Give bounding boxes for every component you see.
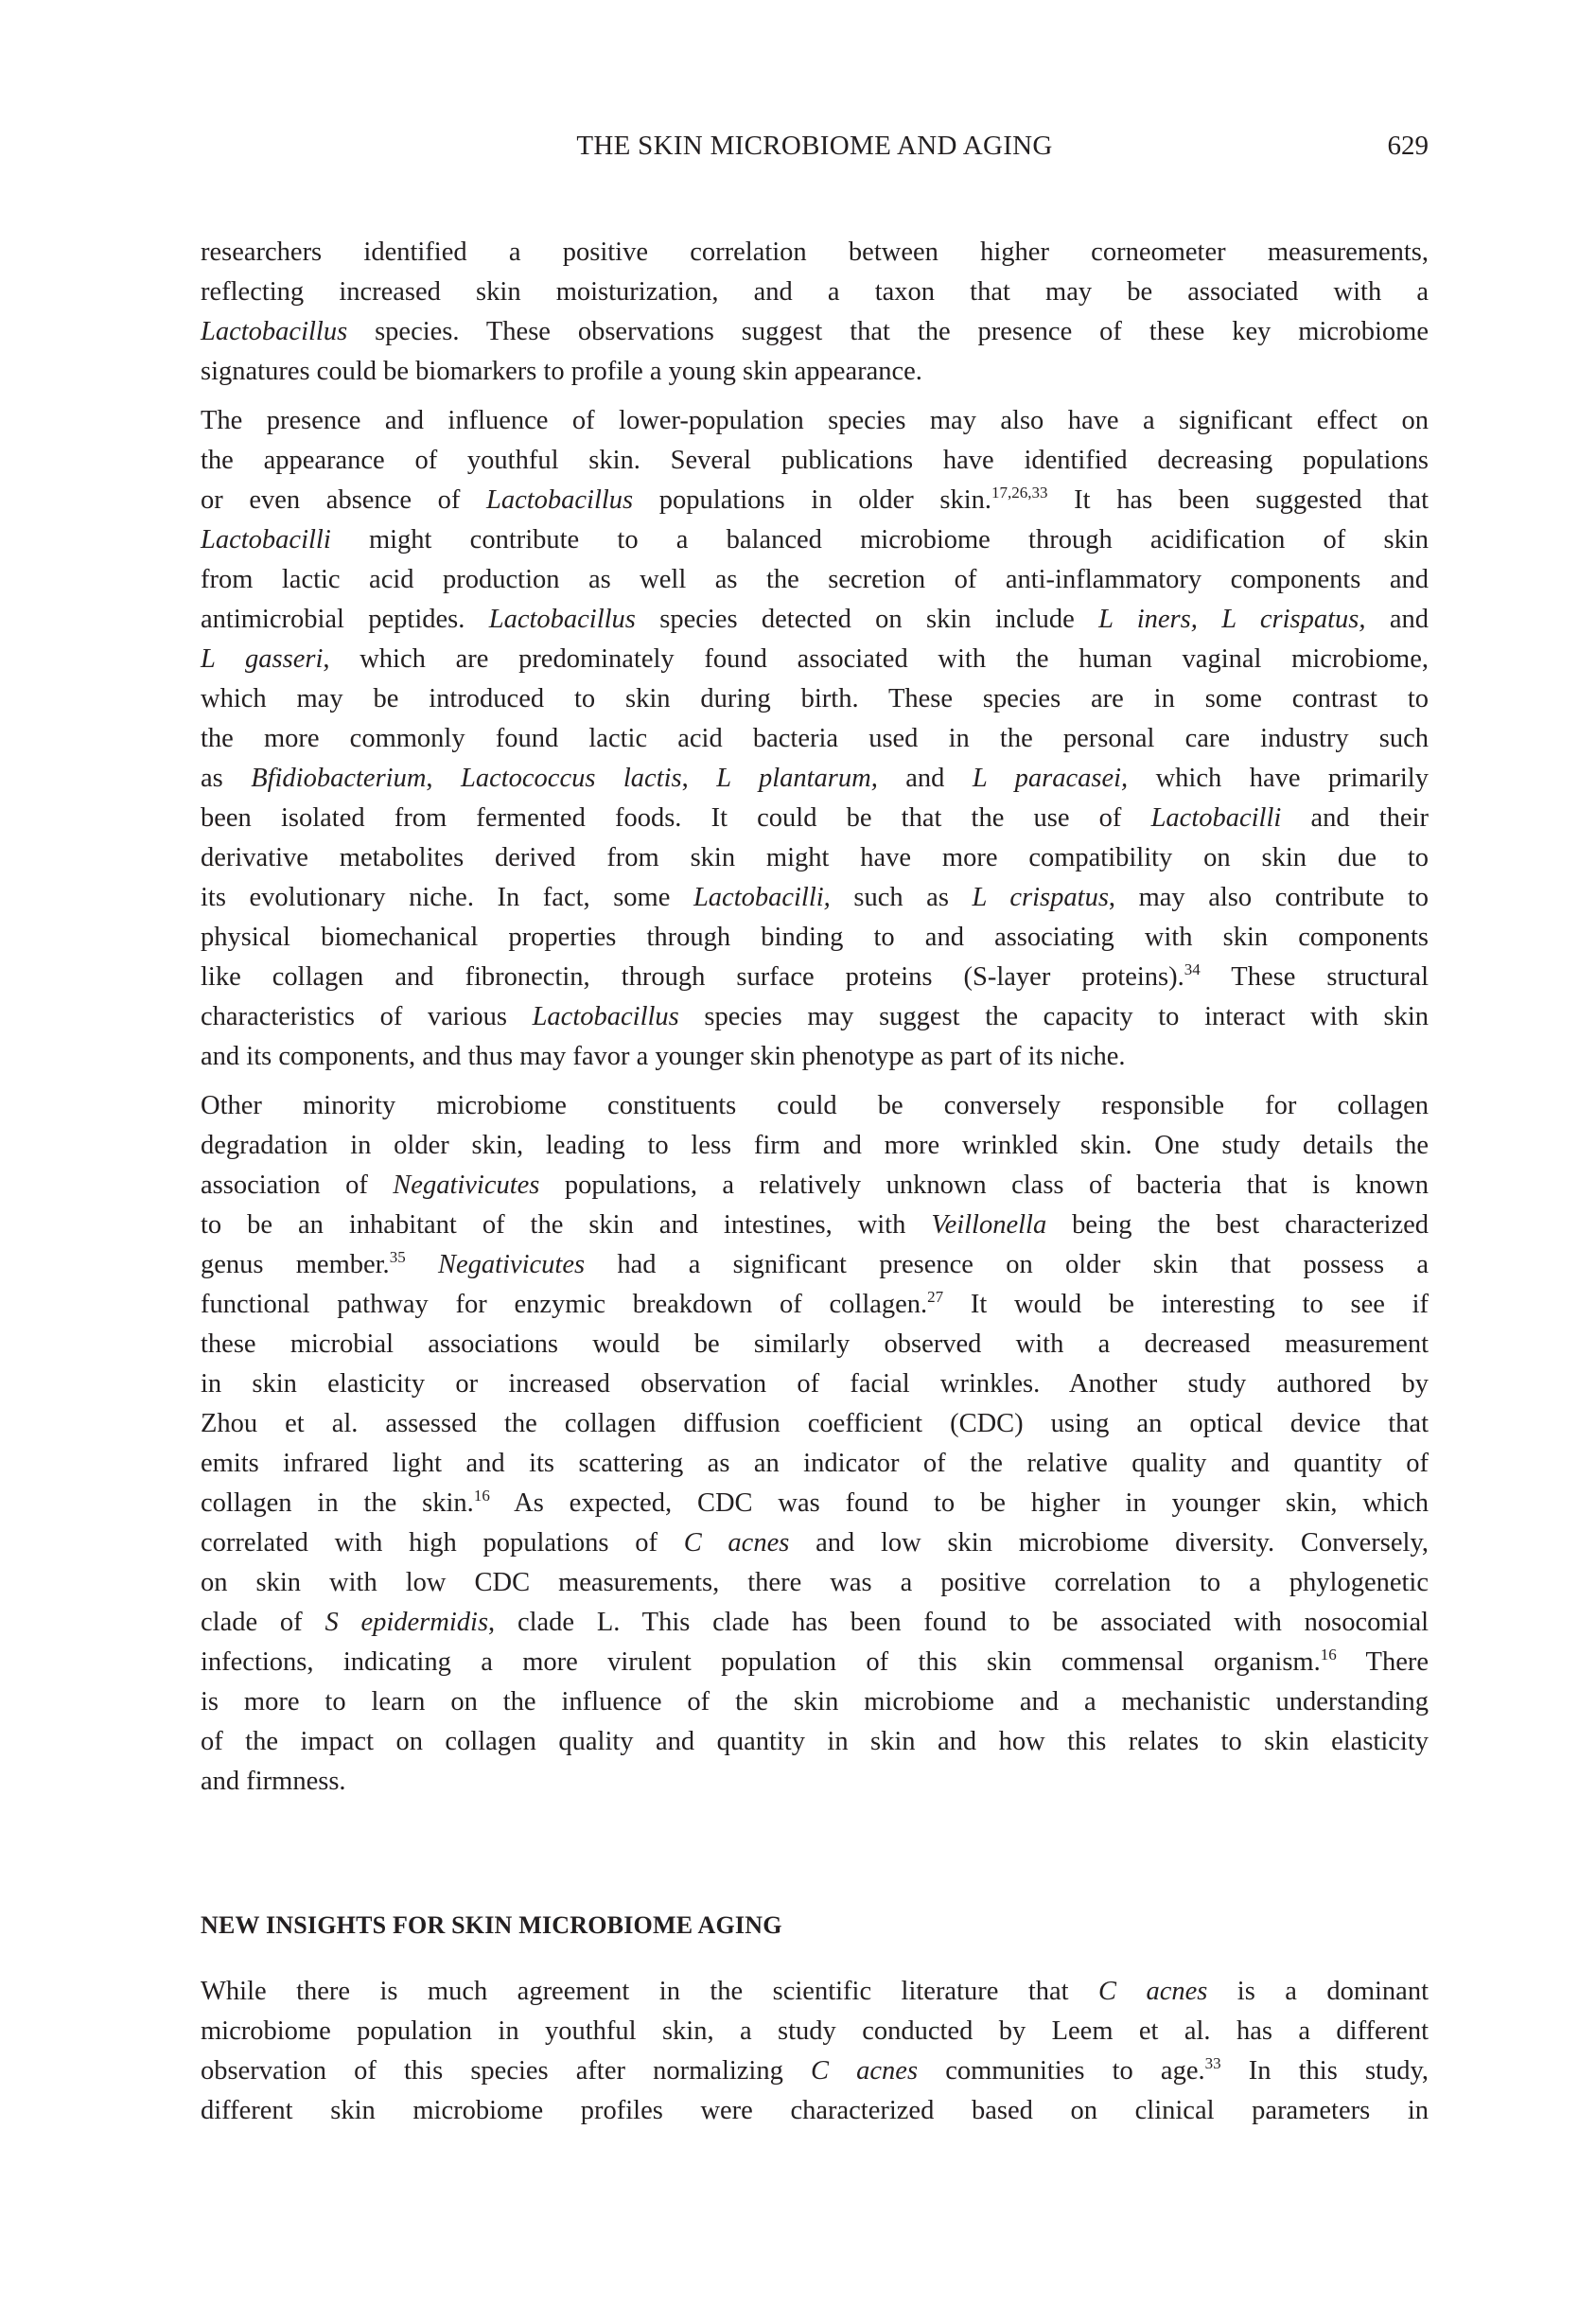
text-line <box>201 640 1429 679</box>
text-line <box>201 838 1429 878</box>
text-line-content: The presence and influence of lower-population species may also have a significant effect on <box>201 406 1429 435</box>
text-line <box>201 1037 1429 1077</box>
text-line <box>201 1762 1429 1802</box>
text-line <box>201 1325 1429 1364</box>
paragraph-1 <box>201 233 1429 392</box>
text-line <box>201 1086 1429 1126</box>
text-line-content: genus member.$^{35}$ Negativicutes had a significant presence on older skin that possess a <box>201 1248 1429 1279</box>
italic-term: L paracasei, <box>972 764 1129 793</box>
text-line <box>201 1972 1429 2012</box>
text-line <box>201 997 1429 1037</box>
italic-term: Lactobacillus <box>201 317 348 346</box>
citation-superscript: 17,26,33 <box>991 484 1048 502</box>
citation-superscript: 35 <box>389 1248 406 1266</box>
paragraph-3 <box>201 1086 1429 1802</box>
italic-term: Lactobacillus <box>532 1002 679 1031</box>
text-line-content: of the impact on collagen quality and quantity in skin and how this relates to skin elasticity <box>201 1727 1429 1756</box>
text-line-content: infections, indicating a more virulent population of this skin commensal organism.$^{16}$ There <box>201 1646 1429 1677</box>
text-line-content: physical biomechanical properties through binding to and associating with skin components <box>201 923 1429 952</box>
text-line <box>201 958 1429 997</box>
text-line <box>201 1285 1429 1325</box>
text-line-content: L gasseri, which are predominately found associated with the human vaginal microbiome, <box>201 644 1429 674</box>
text-line-content: collagen in the skin.$^{16}$ As expected, CDC was found to be higher in younger skin, which <box>201 1487 1429 1518</box>
italic-term: C acnes <box>811 2056 919 2086</box>
italic-term: Bfidiobacterium <box>251 764 427 793</box>
text-line <box>201 1245 1429 1285</box>
citation-superscript: 34 <box>1184 960 1201 978</box>
section-heading: NEW INSIGHTS FOR SKIN MICROBIOME AGING <box>201 1911 782 1939</box>
text-line-content: researchers identified a positive correlation between higher corneometer measurements, <box>201 238 1429 267</box>
text-line-content: Zhou et al. assessed the collagen diffusion coefficient (CDC) using an optical device that <box>201 1409 1429 1438</box>
text-line-content: or even absence of Lactobacillus populations in older skin.$^{17,26,33}$ It has been suggested that <box>201 484 1429 515</box>
text-line-content: in skin elasticity or increased observation of facial wrinkles. Another study authored by <box>201 1369 1429 1399</box>
text-line-content: been isolated from fermented foods. It could be that the use of Lactobacilli and their <box>201 803 1429 833</box>
paragraph-2 <box>201 401 1429 1077</box>
italic-term: Lactobacillus <box>485 485 634 515</box>
text-line-content: While there is much agreement in the scientific literature that C acnes is a dominant <box>201 1977 1429 2006</box>
italic-term: Lactobacillus <box>488 605 636 634</box>
text-line <box>201 878 1429 918</box>
running-header <box>201 131 1429 172</box>
italic-term: Negativicutes <box>437 1250 586 1279</box>
text-line-content: like collagen and fibronectin, through surface proteins (S-layer proteins).$^{34}$ These structural <box>201 960 1429 992</box>
paragraph-4 <box>201 1972 1429 2131</box>
text-line <box>201 1682 1429 1722</box>
italic-term: L plantarum, <box>716 764 878 793</box>
italic-term: L gasseri <box>201 644 324 674</box>
text-line <box>201 520 1429 560</box>
italic-term: C acnes <box>1098 1977 1208 2006</box>
text-line <box>201 401 1429 441</box>
text-line <box>201 560 1429 600</box>
italic-term: L crispatus <box>972 883 1109 912</box>
italic-term: Lactobacilli <box>201 525 331 554</box>
text-line <box>201 918 1429 958</box>
text-line <box>201 273 1429 312</box>
text-line-content: functional pathway for enzymic breakdown of collagen.$^{27}$ It would be interesting to see if <box>201 1288 1429 1319</box>
text-line-content: signatures could be biomarkers to profile a young skin appearance. <box>201 357 922 386</box>
text-line-content: these microbial associations would be similarly observed with a decreased measurement <box>201 1329 1429 1359</box>
text-line-content: reflecting increased skin moisturization, and a taxon that may be associated with a <box>201 277 1429 307</box>
text-line-content: antimicrobial peptides. Lactobacillus species detected on skin include L iners, L crispatus, and <box>201 605 1429 634</box>
citation-superscript: 27 <box>927 1288 944 1306</box>
text-line-content: the appearance of youthful skin. Several publications have identified decreasing populations <box>201 446 1429 475</box>
text-line-content: correlated with high populations of C acnes and low skin microbiome diversity. Conversely, <box>201 1528 1429 1558</box>
text-line-content: Other minority microbiome constituents could be conversely responsible for collagen <box>201 1091 1429 1120</box>
text-line <box>201 759 1429 799</box>
text-line-content: association of Negativicutes populations, a relatively unknown class of bacteria that is known <box>201 1171 1429 1200</box>
text-line-content: and its components, and thus may favor a younger skin phenotype as part of its niche. <box>201 1042 1126 1071</box>
italic-term: Lactobacilli, <box>693 883 831 912</box>
text-line-content: its evolutionary niche. In fact, some Lactobacilli, such as L crispatus, may also contribute to <box>201 883 1429 912</box>
text-line-content: as Bfidiobacterium, Lactococcus lactis, L plantarum, and L paracasei, which have primarily <box>201 764 1429 793</box>
italic-term: Negativicutes <box>393 1171 540 1200</box>
text-line-content: to be an inhabitant of the skin and intestines, with Veillonella being the best characterized <box>201 1210 1429 1240</box>
text-line <box>201 1722 1429 1762</box>
citation-superscript: 33 <box>1204 2054 1221 2072</box>
text-line <box>201 481 1429 520</box>
citation-superscript: 16 <box>473 1487 490 1505</box>
page-number: 629 <box>1387 131 1429 161</box>
text-line-content: microbiome population in youthful skin, a study conducted by Leem et al. has a different <box>201 2016 1429 2046</box>
text-line <box>201 1166 1429 1206</box>
text-line-content: the more commonly found lactic acid bacteria used in the personal care industry such <box>201 724 1429 753</box>
text-line-content: Lactobacilli might contribute to a balanced microbiome through acidification of skin <box>201 525 1429 554</box>
text-line <box>201 2051 1429 2091</box>
text-line <box>201 1484 1429 1523</box>
text-line <box>201 600 1429 640</box>
text-line-content: from lactic acid production as well as the secretion of anti-inflammatory components and <box>201 565 1429 594</box>
text-line <box>201 233 1429 273</box>
text-line <box>201 1563 1429 1603</box>
italic-term: L iners, L crispatus, <box>1098 605 1366 634</box>
text-line <box>201 441 1429 481</box>
text-line <box>201 1643 1429 1682</box>
text-line-content: characteristics of various Lactobacillus species may suggest the capacity to interact with skin <box>201 1002 1429 1031</box>
text-line-content: is more to learn on the influence of the skin microbiome and a mechanistic understanding <box>201 1687 1429 1716</box>
text-line <box>201 719 1429 759</box>
text-line-content: derivative metabolites derived from skin might have more compatibility on skin due to <box>201 843 1429 872</box>
text-line <box>201 1523 1429 1563</box>
text-line-content: clade of S epidermidis, clade L. This clade has been found to be associated with nosocomial <box>201 1608 1429 1637</box>
text-line-content: emits infrared light and its scattering as an indicator of the relative quality and quantity of <box>201 1449 1429 1478</box>
italic-term: Lactobacilli <box>1150 803 1282 833</box>
text-line <box>201 1364 1429 1404</box>
text-line <box>201 679 1429 719</box>
italic-term: Lactococcus lactis <box>460 764 682 793</box>
text-line <box>201 352 1429 392</box>
text-line <box>201 1404 1429 1444</box>
text-line <box>201 2091 1429 2131</box>
text-line-content: which may be introduced to skin during birth. These species are in some contrast to <box>201 684 1429 713</box>
text-line <box>201 1126 1429 1166</box>
running-title: THE SKIN MICROBIOME AND AGING <box>576 131 1053 161</box>
text-line-content: and firmness. <box>201 1767 346 1796</box>
text-line-content: degradation in older skin, leading to less firm and more wrinkled skin. One study details the <box>201 1131 1429 1160</box>
text-line-content: on skin with low CDC measurements, there was a positive correlation to a phylogenetic <box>201 1568 1429 1597</box>
italic-term: C acnes <box>683 1528 790 1558</box>
text-line <box>201 1603 1429 1643</box>
text-line <box>201 312 1429 352</box>
text-line <box>201 1444 1429 1484</box>
text-line <box>201 799 1429 838</box>
citation-superscript: 16 <box>1320 1646 1337 1663</box>
text-line <box>201 2012 1429 2051</box>
text-line <box>201 1206 1429 1245</box>
italic-term: Veillonella <box>931 1210 1047 1240</box>
text-line-content: observation of this species after normalizing C acnes communities to age.$^{33}$ In this study, <box>201 2054 1429 2086</box>
text-line-content: Lactobacillus species. These observations suggest that the presence of these key microbiome <box>201 317 1429 346</box>
text-line-content: different skin microbiome profiles were characterized based on clinical parameters in <box>201 2096 1429 2125</box>
italic-term: S epidermidis <box>324 1608 489 1637</box>
